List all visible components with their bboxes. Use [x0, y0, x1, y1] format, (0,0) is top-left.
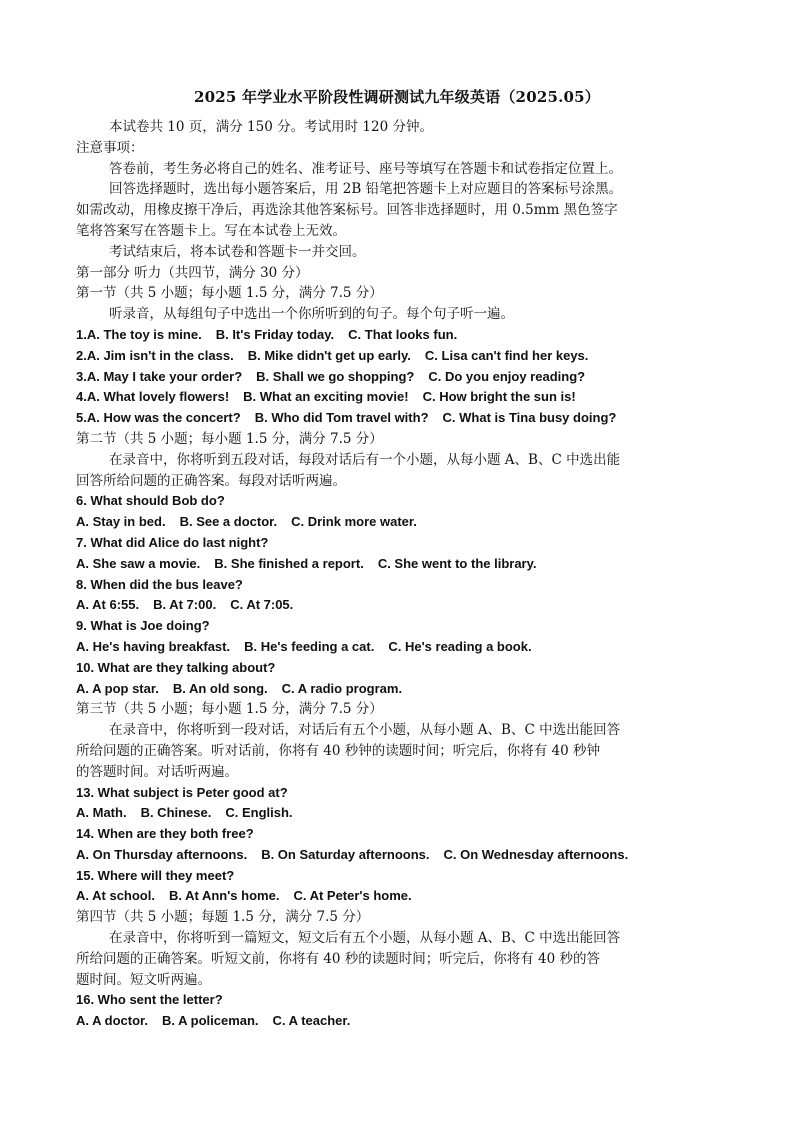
option-c: C. At 7:05.: [230, 597, 294, 613]
notice-paragraph-1: 答卷前，考生务必将自己的姓名、准考证号、座号等填写在答题卡和试卷指定位置上。: [109, 160, 622, 177]
intro-line: 本试卷共 10 页，满分 150 分。考试用时 120 分钟。: [109, 119, 433, 135]
section4-instructions-1: 在录音中，你将听到一篇短文，短文后有五个小题，从每小题 A、B、C 中选出能回答: [109, 930, 621, 947]
option-a: A. At 6:55.: [76, 597, 140, 613]
question-text: 10. What are they talking about?: [76, 659, 276, 675]
notice-paragraph-3: 考试结束后，将本试卷和答题卡一并交回。: [109, 243, 366, 260]
section4-items: [76, 990, 726, 1032]
option-c: C. A radio program.: [281, 680, 403, 696]
option-a: 3.A. May I take your order?: [76, 368, 243, 384]
option-b: B. Shall we go shopping?: [256, 368, 415, 384]
option-b: B. Who did Tom travel with?: [254, 410, 429, 426]
question-options: [76, 1011, 726, 1032]
option-a: 2.A. Jim isn't in the class.: [76, 347, 234, 363]
section2-heading: 第二节（共 5 小题；每小题 1.5 分，满分 7.5 分）: [76, 430, 383, 447]
question-3-options: [76, 367, 726, 388]
section3-instructions-3: 的答题时间。对话听两遍。: [76, 763, 238, 780]
question-options: [76, 512, 726, 533]
question-options: [76, 595, 726, 616]
section2-instructions-1: 在录音中，你将听到五段对话，每段对话后有一个小题，从每小题 A、B、C 中选出能: [109, 451, 621, 468]
option-c: C. English.: [225, 805, 293, 821]
option-b: B. See a doctor.: [179, 514, 278, 530]
question-text: 13. What subject is Peter good at?: [76, 784, 288, 800]
option-b: B. At Ann's home.: [168, 888, 280, 904]
option-c: C. On Wednesday afternoons.: [443, 846, 629, 862]
option-a: 5.A. How was the concert?: [76, 410, 241, 426]
option-a: A. She saw a movie.: [76, 555, 201, 571]
question-options: [76, 886, 726, 907]
option-b: B. He's feeding a cat.: [244, 638, 375, 654]
question-options: [76, 845, 726, 866]
option-b: B. Chinese.: [140, 805, 212, 821]
section1-heading: 第一节（共 5 小题；每小题 1.5 分，满分 7.5 分）: [76, 285, 383, 302]
section1-instructions: 听录音，从每组句子中选出一个你所听到的句子。每个句子听一遍。: [109, 306, 514, 323]
question-4-options: [76, 387, 726, 408]
question-text: 8. When did the bus leave?: [76, 576, 243, 592]
question-2-options: [76, 346, 726, 367]
section4-heading: 第四节（共 5 小题；每题 1.5 分，满分 7.5 分）: [76, 909, 370, 926]
option-b: B. Mike didn't get up early.: [247, 347, 411, 363]
section3-items: [76, 783, 726, 908]
option-b: B. On Saturday afternoons.: [261, 846, 430, 862]
question-text: 14. When are they both free?: [76, 826, 254, 842]
section3-instructions-2: 所给问题的正确答案。听对话前，你将有 40 秒钟的读题时间；听完后，你将有 40 秒钟: [76, 742, 601, 759]
option-c: C. Drink more water.: [291, 514, 417, 530]
option-b: B. She finished a report.: [214, 555, 364, 571]
question-text: 16. Who sent the letter?: [76, 992, 223, 1008]
notice-paragraph-2b: 如需改动，用橡皮擦干净后，再选涂其他答案标号。回答非选择题时，用 0.5mm 黑色签字: [76, 202, 618, 219]
option-a: A. On Thursday afternoons.: [76, 846, 248, 862]
option-c: C. How bright the sun is!: [422, 389, 576, 405]
question-text: 6. What should Bob do?: [76, 493, 225, 509]
option-a: A. Math.: [76, 805, 127, 821]
exam-body: [76, 117, 726, 1032]
option-c: C. That looks fun.: [348, 326, 458, 342]
section4-instructions-3: 题时间。短文听两遍。: [76, 971, 211, 988]
question-options: [76, 803, 726, 824]
page-title: 2025 年学业水平阶段性调研测试九年级英语（2025.05）: [193, 88, 601, 106]
option-c: C. Do you enjoy reading?: [428, 368, 586, 384]
option-b: B. An old song.: [172, 680, 268, 696]
question-options: [76, 679, 726, 700]
option-c: C. A teacher.: [272, 1013, 351, 1029]
question-options: [76, 637, 726, 658]
section2-instructions-2: 回答所给问题的正确答案。每段对话听两遍。: [76, 472, 346, 489]
notice-paragraph-2a: 回答选择题时，选出每小题答案后，用 2B 铅笔把答题卡上对应题目的答案标号涂黑。: [109, 181, 623, 198]
option-b: B. A policeman.: [161, 1013, 259, 1029]
section2-items: [76, 491, 726, 699]
option-a: A. At school.: [76, 888, 155, 904]
option-a: A. A pop star.: [76, 680, 159, 696]
part1-heading: 第一部分 听力（共四节，满分 30 分）: [76, 264, 309, 281]
question-5-options: [76, 408, 726, 429]
option-c: C. Lisa can't find her keys.: [424, 347, 589, 363]
option-a: A. Stay in bed.: [76, 514, 166, 530]
option-b: B. What an exciting movie!: [243, 389, 409, 405]
option-c: C. She went to the library.: [377, 555, 537, 571]
section1-items: [76, 325, 726, 429]
question-text: 7. What did Alice do last night?: [76, 534, 269, 550]
question-1-options: [76, 325, 726, 346]
section3-instructions-1: 在录音中，你将听到一段对话，对话后有五个小题，从每小题 A、B、C 中选出能回答: [109, 722, 621, 739]
option-a: A. He's having breakfast.: [76, 638, 231, 654]
option-b: B. It's Friday today.: [215, 326, 335, 342]
question-text: 15. Where will they meet?: [76, 867, 235, 883]
question-options: [76, 554, 726, 575]
option-a: A. A doctor.: [76, 1013, 148, 1029]
option-a: 4.A. What lovely flowers!: [76, 389, 230, 405]
option-c: C. At Peter's home.: [293, 888, 412, 904]
section4-instructions-2: 所给问题的正确答案。听短文前，你将有 40 秒的读题时间；听完后，你将有 40 秒的答: [76, 950, 601, 967]
section3-heading: 第三节（共 5 小题；每小题 1.5 分，满分 7.5 分）: [76, 701, 383, 718]
option-a: 1.A. The toy is mine.: [76, 326, 202, 342]
option-c: C. What is Tina busy doing?: [442, 410, 617, 426]
option-c: C. He's reading a book.: [388, 638, 532, 654]
notice-paragraph-2c: 笔将答案写在答题卡上。写在本试卷上无效。: [76, 222, 346, 239]
option-b: B. At 7:00.: [153, 597, 217, 613]
question-text: 9. What is Joe doing?: [76, 618, 210, 634]
notice-label: 注意事项：: [76, 139, 144, 156]
